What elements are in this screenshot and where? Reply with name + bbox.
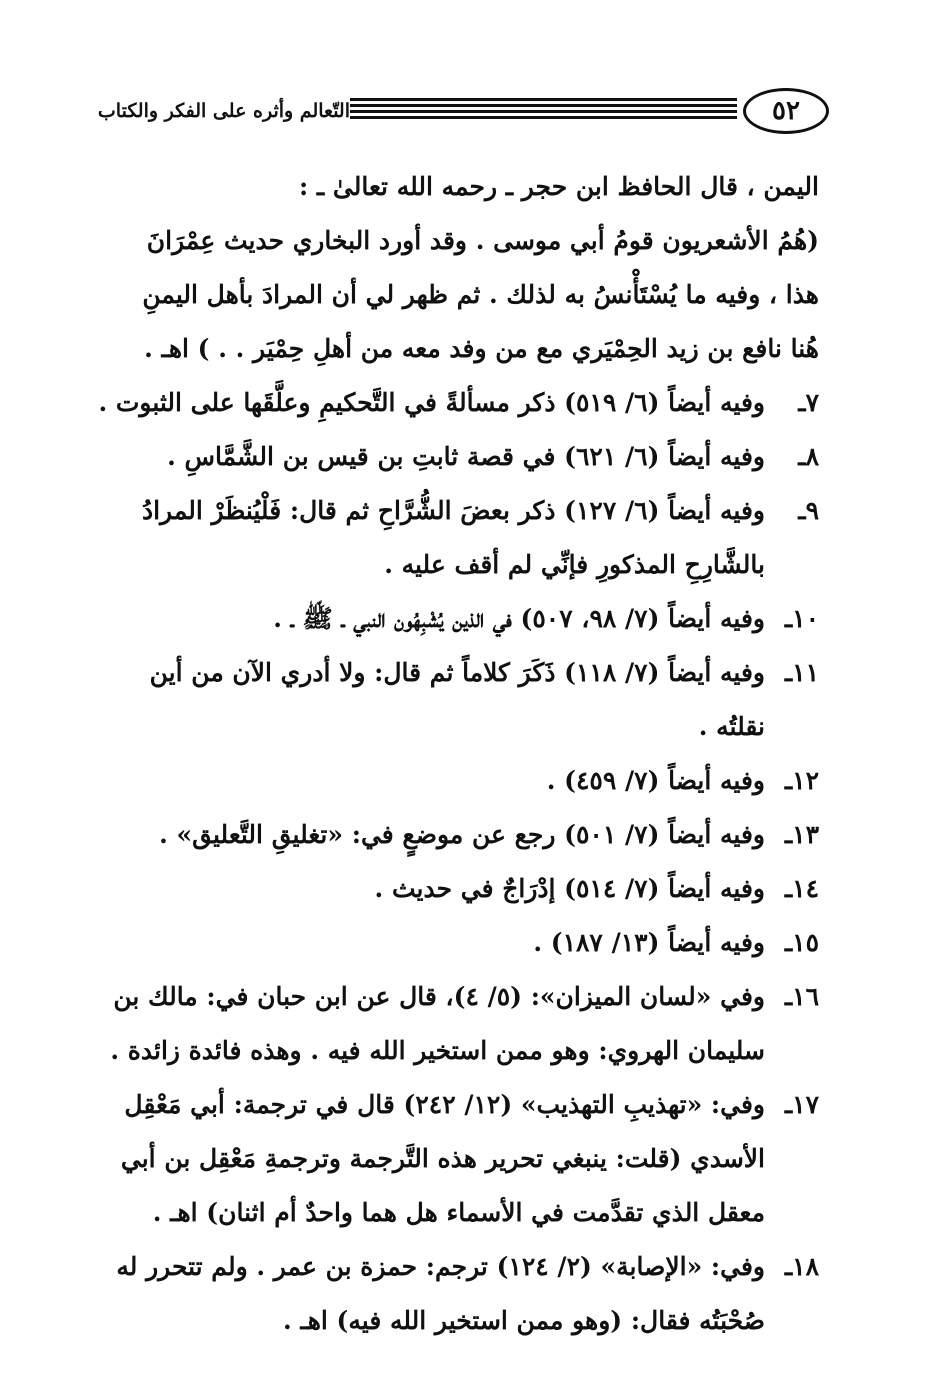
item-text: صُحْبَتُه فقال: (وهو ممن استخير الله فيه) اهـ . [282,1306,765,1335]
item-text: وفيه أيضاً (٦/ ٦٢١) في قصة ثابتِ بن قيس بن الشَّمَّاسِ . [167,442,765,471]
item-text: وفيه أيضاً (٧/ ٥٠١) رجع عن موضعٍ في: «تغليقِ التَّعليق» . [159,820,765,849]
item-number: ١٤ـ [784,874,819,903]
list-item [119,592,819,646]
item-number: ١٠ـ [784,604,819,633]
item-text: الأسدي (قلت: ينبغي تحرير هذه التَّرجمة وترجمةِ مَعْقِل بن أبي [120,1144,765,1173]
item-text: وفي «لسان الميزان»: (٥/ ٤)، قال عن ابن حبان في: مالك بن [113,982,765,1011]
item-number: ٧ـ [798,388,819,417]
list-item [119,430,819,484]
item-text: وفيه أيضاً (٦/ ٥١٩) ذكر مسألةً في التَّحكيمِ وعلَّقَها على الثبوت . [98,388,765,417]
item-text: نقلتُه . [698,712,765,741]
item-text: وفيه أيضاً (٦/ ١٢٧) ذكر بعضَ الشُّرَّاحِ ثم قال: فَلْيُنظَرْ المرادُ [141,496,765,525]
item-text: وفيه أيضاً (١٣/ ١٨٧) . [533,928,765,957]
list-item [110,970,819,1078]
list-item [119,1078,819,1240]
list-item [116,1240,819,1348]
page-body [98,160,819,1348]
item-text: بالشَّارِحِ المذكورِ فإنِّي لم أقف عليه . [384,550,765,579]
item-text: وفيه أيضاً (٧/ ١١٨) ذَكَرَ كلاماً ثم قال: ولا أدري الآن من أين [149,658,765,687]
header-rule [350,98,737,120]
item-text: وفي: «تهذيبِ التهذيب» (١٢/ ٢٤٢) قال في ترجمة: أبي مَعْقِل [124,1090,765,1119]
quote-line: هُنا نافع بن زيد الحِمْيَري مع من وفد معه من أهلِ حِمْيَر . . ) اهـ . [144,334,819,363]
list-item [119,916,819,970]
list-item [119,808,819,862]
page-number: ٥٢ [743,88,829,134]
quote-line: هذا ، وفيه ما يُسْتَأْنسُ به لذلك . ثم ظهر لي أن المرادَ بأهل اليمنِ [142,280,819,309]
item-number: ١٨ـ [784,1252,819,1281]
list-item [119,754,819,808]
list-item [98,376,819,430]
item-number: ١١ـ [784,658,819,687]
quotation [119,214,819,376]
running-title: التّعالم وأثره على الفكر والكتاب [97,100,350,122]
item-number: ١٦ـ [784,982,819,1011]
item-number: ١٥ـ [784,928,819,957]
list-item [119,484,819,592]
item-number: ١٢ـ [784,766,819,795]
item-number: ١٣ـ [784,820,819,849]
item-text: وفيه أيضاً (٧/ ٥١٤) إدْرَاجٌ في حديث . [374,874,765,903]
item-text: وفيه أيضاً (٧/ ٤٥٩) . [546,766,765,795]
item-text: سليمان الهروي: وهو ممن استخير الله فيه . وهذه فائدة زائدة . [110,1036,765,1065]
item-number: ٩ـ [798,496,819,525]
list-item [119,862,819,916]
item-number: ٨ـ [798,442,819,471]
item-text: معقل الذي تقدَّمت في الأسماء هل هما واحدٌ أم اثنان) اهـ . [152,1198,765,1227]
item-text: وفي: «الإصابة» (٢/ ١٢٤) ترجم: حمزة بن عمر . ولم تتحرر له [116,1252,765,1281]
intro-line: اليمن ، قال الحافظ ابن حجر ـ رحمه الله تعالىٰ ـ : [298,172,819,201]
item-text: وفيه أيضاً (٧/ ٩٨، ٥٠٧) في الذين يُشْبِهُون النبي ـ ﷺ ـ . [273,604,765,633]
list-item [119,646,819,754]
running-header [97,80,829,140]
item-number: ١٧ـ [784,1090,819,1119]
quote-line: (هُمُ الأشعريون قومُ أبي موسى . وقد أورد البخاري حديث عِمْرَانَ [146,226,819,255]
